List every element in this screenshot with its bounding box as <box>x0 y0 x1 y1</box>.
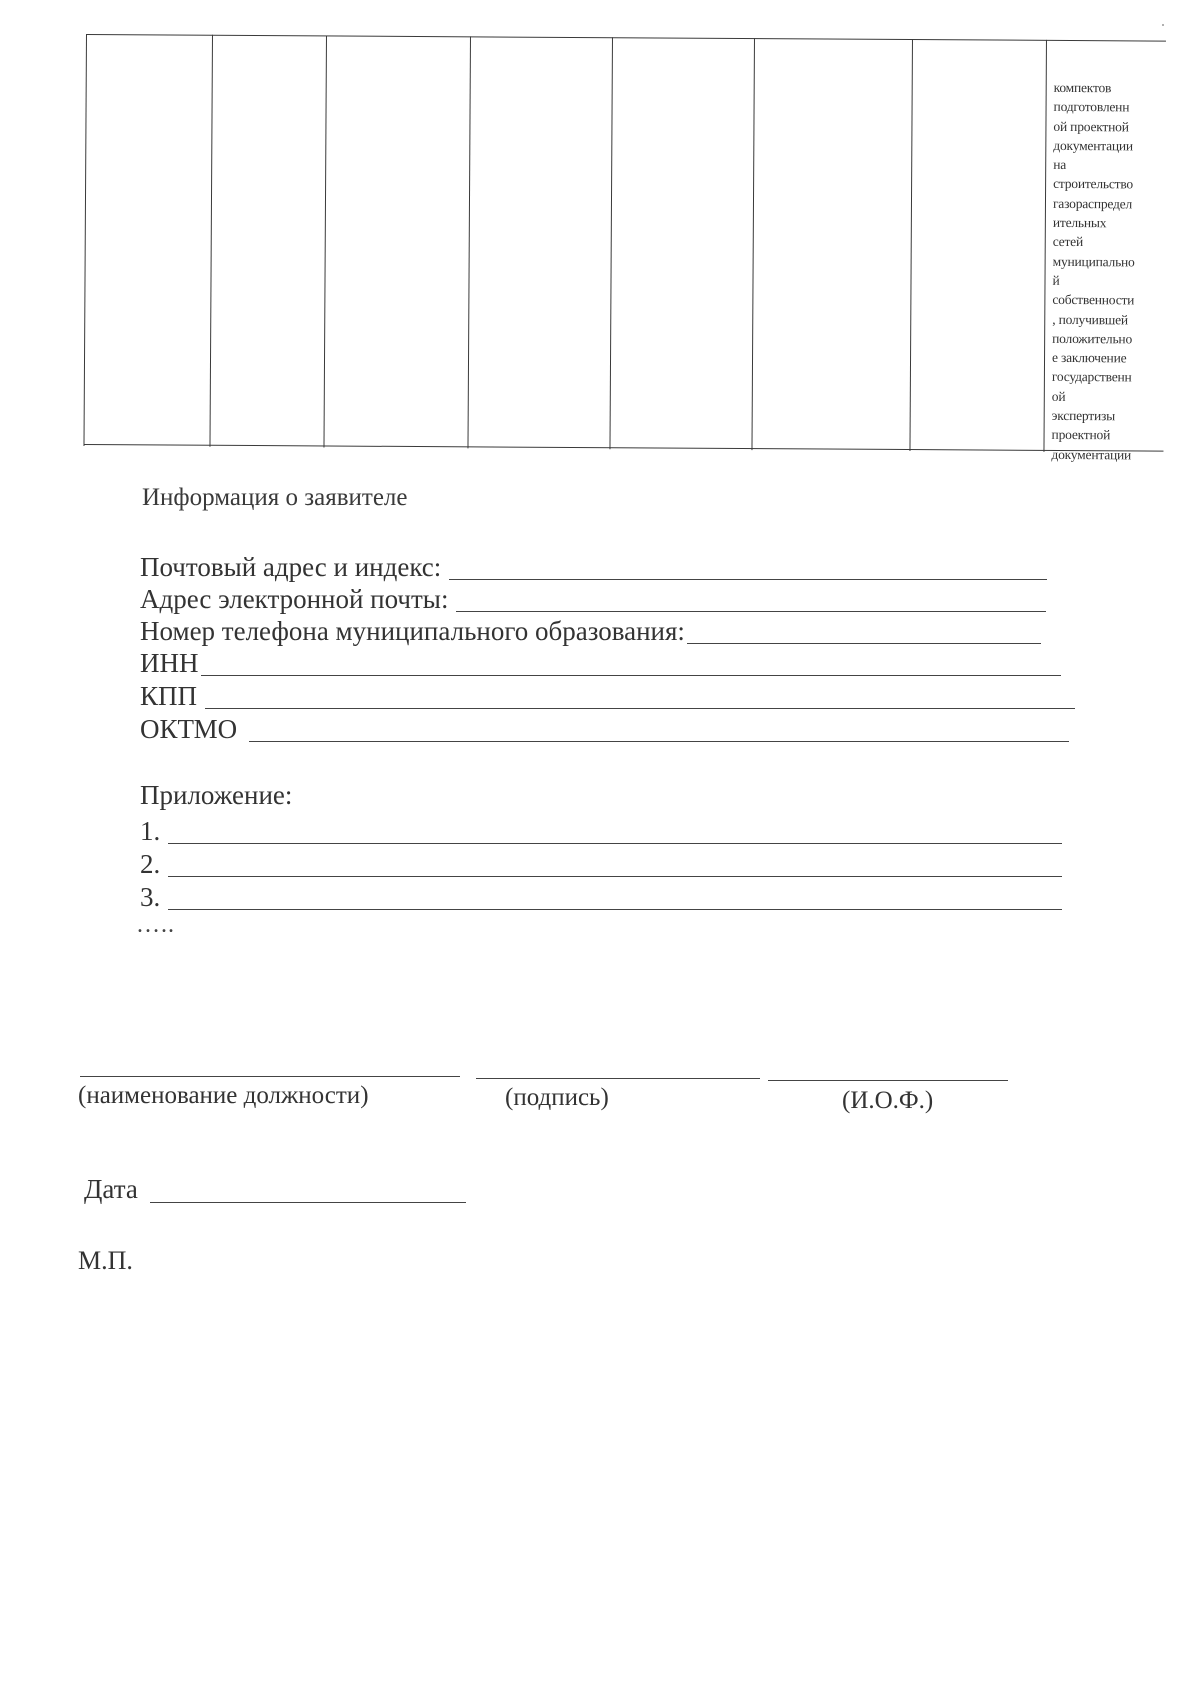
cell-line: сетей <box>1052 234 1084 250</box>
postal-field[interactable] <box>140 552 1047 582</box>
attachment-number: 1. <box>140 816 161 846</box>
table-bottom-border <box>83 444 1163 452</box>
cell-line: й <box>1052 272 1060 288</box>
date-label: Дата <box>84 1174 138 1204</box>
table-col-border <box>323 35 327 447</box>
table-col-border <box>467 36 471 448</box>
cell-line: ой проектной <box>1053 118 1129 134</box>
oktmo-input-line[interactable] <box>249 741 1069 742</box>
table-col-border <box>1043 40 1047 452</box>
cell-line: экспертизы <box>1051 407 1116 424</box>
postal-input-line[interactable] <box>449 579 1047 580</box>
table-col-border <box>909 39 913 451</box>
cell-line: муниципально <box>1052 253 1135 270</box>
position-caption: (наименование должности) <box>78 1082 369 1109</box>
oktmo-field[interactable] <box>140 714 1069 744</box>
attachment-input-line[interactable] <box>168 843 1062 844</box>
cell-line: государственн <box>1051 369 1132 385</box>
kpp-label: КПП <box>140 681 198 711</box>
email-field[interactable] <box>140 584 1046 614</box>
attachments-ellipsis: ….. <box>136 912 175 938</box>
attachment-item[interactable] <box>140 849 1062 879</box>
attachments-title: Приложение: <box>140 780 293 810</box>
attachment-input-line[interactable] <box>168 909 1062 910</box>
postal-label: Почтовый адрес и индекс: <box>140 552 442 582</box>
phone-input-line[interactable] <box>687 643 1041 644</box>
inn-label: ИНН <box>140 648 199 678</box>
cell-line: подготовленн <box>1053 99 1130 115</box>
signature-caption: (подпись) <box>505 1084 609 1111</box>
cell-line: , получившей <box>1052 311 1128 327</box>
table-col-border <box>83 34 87 446</box>
inn-input-line[interactable] <box>201 675 1061 676</box>
cell-line: ой <box>1051 388 1066 404</box>
cell-line: документации <box>1053 137 1134 154</box>
cell-line: проектной <box>1051 427 1111 443</box>
name-caption: (И.О.Ф.) <box>842 1087 934 1114</box>
table-col-border <box>209 35 213 447</box>
table-col-border <box>609 37 613 449</box>
inn-field[interactable] <box>140 648 1061 678</box>
cell-line: газораспредел <box>1052 195 1133 212</box>
applicant-section-title: Информация о заявителе <box>142 484 408 511</box>
scan-speck <box>1162 24 1164 26</box>
cell-line: документации <box>1051 446 1132 463</box>
table-fragment <box>83 34 1165 463</box>
email-label: Адрес электронной почты: <box>140 584 449 614</box>
phone-field[interactable] <box>140 616 1041 646</box>
date-input-line[interactable] <box>150 1202 466 1203</box>
cell-line: положительно <box>1052 330 1133 347</box>
table-top-border <box>86 34 1166 42</box>
name-signature-line[interactable] <box>768 1080 1008 1081</box>
attachment-number: 3. <box>140 882 161 912</box>
position-signature-line[interactable] <box>80 1076 460 1077</box>
table-col-border <box>751 38 755 450</box>
email-input-line[interactable] <box>456 611 1046 612</box>
oktmo-label: ОКТМО <box>140 714 238 744</box>
table-last-cell <box>1051 78 1161 465</box>
signature-line[interactable] <box>476 1078 760 1079</box>
cell-line: компектов <box>1053 79 1112 96</box>
date-field[interactable] <box>84 1174 466 1205</box>
attachment-input-line[interactable] <box>168 876 1062 877</box>
cell-line: ительных <box>1052 214 1107 231</box>
phone-label: Номер телефона муниципального образования: <box>140 616 685 646</box>
cell-line: собственности <box>1052 292 1135 308</box>
stamp-place-label: М.П. <box>78 1246 133 1275</box>
cell-line: е заключение <box>1051 350 1127 366</box>
kpp-input-line[interactable] <box>205 708 1075 709</box>
attachment-number: 2. <box>140 849 161 879</box>
attachment-item[interactable] <box>140 816 1062 846</box>
kpp-field[interactable] <box>140 681 1075 711</box>
cell-line: на <box>1053 157 1067 173</box>
attachment-item[interactable] <box>140 882 1062 912</box>
cell-line: строительство <box>1053 176 1134 192</box>
